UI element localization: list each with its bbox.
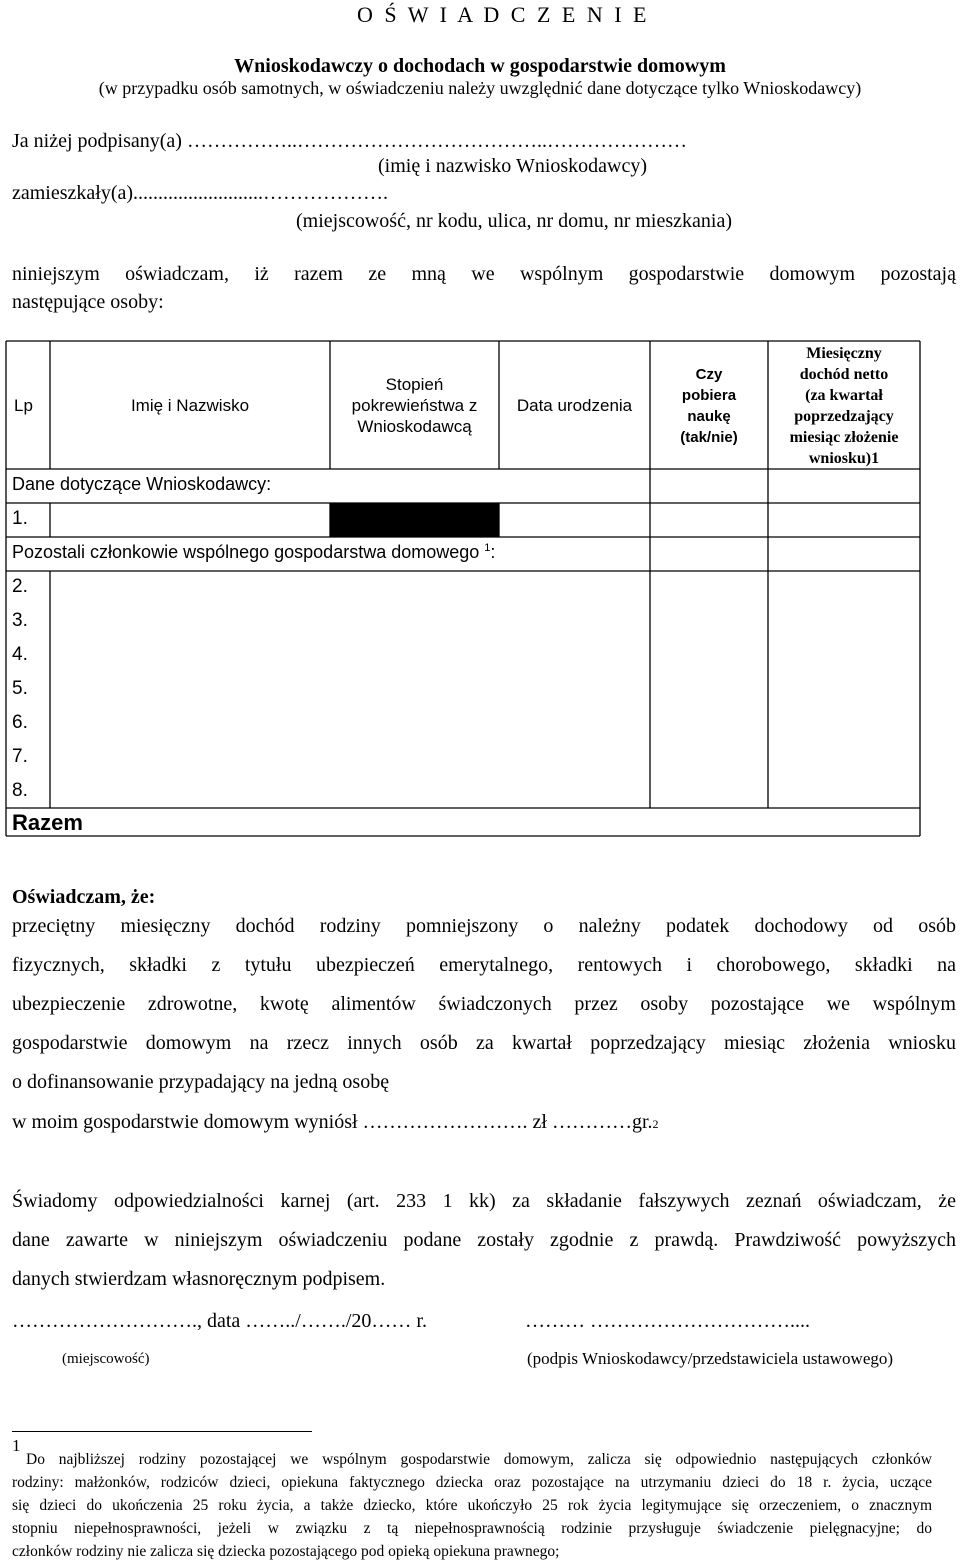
place-caption: (miejscowość) (62, 1351, 150, 1367)
address-caption: (miejscowość, nr kodu, ulica, nr domu, nr mieszkania) (296, 210, 732, 232)
declaration-line-1: niniejszym oświadczam, iż razem ze mną we wspólnym gospodarstwie domowym pozostają (12, 263, 956, 285)
signature-caption: (podpis Wnioskodawcy/przedstawiciela ustawowego) (527, 1349, 894, 1368)
document-title: O Ś W I A D C Z E N I E (357, 2, 650, 27)
table-total-row: Razem (12, 810, 83, 835)
applicant-section-label: Dane dotyczące Wnioskodawcy: (12, 474, 272, 494)
header-lp: Lp (14, 396, 33, 415)
table-row: 8. (12, 780, 28, 801)
table-row: 4. (12, 644, 28, 665)
address-line: zamieszkały(a)..........................………………. (12, 182, 389, 204)
footnote-marker: 1 (12, 1436, 21, 1455)
table-row-applicant: 1. (12, 508, 28, 529)
footnote-text: Do najbliższej rodziny pozostającej we wspólnym gospodarstwie domowym, zalicza się odpowiednio następujących członków rodziny: małżonków, rodziców dzieci, opiekuna faktycznego dziecka oraz pozostające na utrzymaniu dzieci do 18 r. życia, uczące się dzieci do ukończenia 25 roku życia, a także dziecko, które ukończyło 25 rok życia legitymujące się orzeczeniem, o znacznym stopniu niepełnosprawności, jeżeli w związku z tą niepełnosprawnością rodzinie przysługuje świadczenie pielęgnacyjne; do członków rodziny nie zalicza się dziecka pozostającego pod opieką opiekuna prawnego; (12, 1451, 932, 1560)
table-row: 6. (12, 712, 28, 733)
header-income: Miesięczny dochód netto (za kwartał poprzedzający miesiąc złożenie wniosku)1 (789, 345, 899, 467)
place-date-line: ………………………., data ……../……./20…… r. (12, 1310, 427, 1332)
table-row: 7. (12, 746, 28, 767)
document-subtitle: Wnioskodawczy o dochodach w gospodarstwie domowym (234, 55, 726, 77)
signature-line: ……… ………………………….... (525, 1310, 810, 1332)
liability-paragraph: Świadomy odpowiedzialności karnej (art. 233 1 kk) za składanie fałszywych zeznań oświadczam, że dane zawarte w niniejszym oświadczeniu podane zostały zgodnie z prawdą. Prawdziwość powyższych danych stwierdzam własnoręcznym podpisem. (12, 1190, 956, 1290)
statement-heading: Oświadczam, że: (12, 886, 156, 908)
document-subnote: (w przypadku osób samotnych, w oświadczeniu należy uwzględnić dane dotyczące tylko Wnioskodawcy) (98, 78, 862, 98)
declaration-line-2: następujące osoby: (12, 291, 164, 313)
footnote-separator (12, 1431, 312, 1432)
header-birth-date: Data urodzenia (516, 396, 633, 415)
header-study: Czy pobiera naukę (tak/nie) (680, 366, 738, 446)
others-section-label: Pozostali członkowie wspólnego gospodarstwa domowego $^1$: (12, 542, 496, 562)
header-relation: Stopień pokrewieństwa z Wnioskodawcą (351, 375, 478, 436)
table-row: 3. (12, 610, 28, 631)
applicant-name-caption: (imię i nazwisko Wnioskodawcy) (378, 155, 648, 177)
income-line: w moim gospodarstwie domowym wyniósł ……………………. zł …………gr.2 (12, 1111, 659, 1133)
table-row: 2. (12, 576, 28, 597)
header-name: Imię i Nazwisko (130, 396, 250, 415)
statement-paragraph: przeciętny miesięczny dochód rodziny pomniejszony o należny podatek dochodowy od osób fizycznych, składki z tytułu ubezpieczeń emerytalnego, rentowych i chorobowego, składki na ubezpieczenie zdrowotne, kwotę alimentów świadczonych przez osoby pozostające we wspólnym gospodarstwie domowym na rzecz innych osób za kwartał poprzedzający miesiąc złożenia wniosku o dofinansowanie przypadający na jedną osobę (12, 915, 956, 1093)
table-row: 5. (12, 678, 28, 699)
applicant-name-line: Ja niżej podpisany(a) ……………..………………………………..………………… (12, 130, 687, 152)
